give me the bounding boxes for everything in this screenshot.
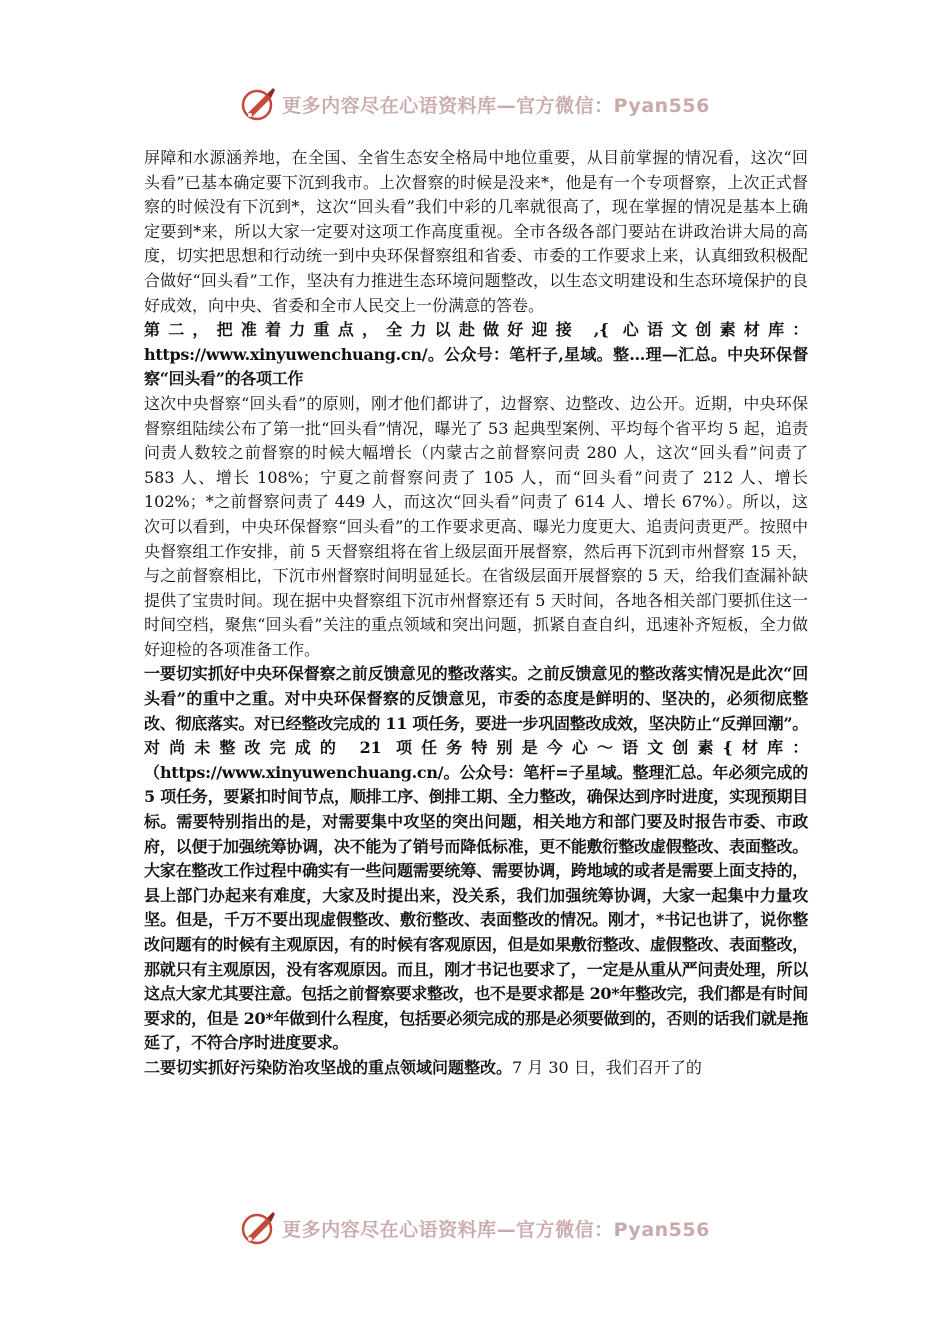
document-body [144, 146, 808, 1081]
section-heading-two: 第二，把准着力重点，全力以赴做好迎接 ,{ 心语文创素材库： https://www.xinyuwenchuang.cn/。公众号：笔杆子,星域。整...理—汇总。中央环保督察“回头看”的各项工作 [144, 320, 808, 389]
footer-banner-text: 更多内容尽在心语资料库—官方微信：Pyan556 [282, 1218, 710, 1241]
paragraph-inspection-principles: 这次中央督察“回头看”的原则，刚才他们都讲了，边督察、边整改、边公开。近期，中央环保督察组陆续公布了第一批“回头看”情况，曝光了 53 起典型案例、平均每个省平均 5 起，追责问责人数较之前督察的时候大幅增长（内蒙古之前督察问责 280 人，这次“回头看”问责了 583 人、增长 108%；宁夏之前督察问责了 105 人，而“回头看”问责了 212 人、增长 102%；*之前督察问责了 449 人，而这次“回头看”问责了 614 人、增长 67%）。所以，这次可以看到，中央环保督察“回头看”的工作要求更高、曝光力度更大、追责问责更严。按照中央督察组工作安排，前 5 天督察组将在省上级层面开展督察，然后再下沉到市州督察 15 天，与之前督察相比，下沉市州督察时间明显延长。在省级层面开展督察的 5 天，给我们查漏补缺提供了宝贵时间。现在据中央督察组下沉市州督察还有 5 天时间，各地各相关部门要抓住这一时间空档，聚焦“回头看”关注的重点领域和突出问题，抓紧自查自纠，迅速补齐短板，全力做好迎检的各项准备工作。 [144, 393, 808, 659]
header-watermark-banner [0, 84, 950, 124]
pollution-heading: 二要切实抓好污染防治攻坚战的重点领域问题整改。 [144, 1057, 513, 1077]
pen-nib-logo-icon [240, 85, 278, 123]
pen-nib-logo-icon [240, 1209, 278, 1247]
header-banner-text: 更多内容尽在心语资料库—官方微信：Pyan556 [282, 94, 710, 117]
paragraph-ecological-importance: 屏障和水源涵养地，在全国、全省生态安全格局中地位重要，从目前掌握的情况看，这次“回头看”已基本确定要下沉到我市。上次督察的时候是没来*，他是有一个专项督察，上次正式督察的时候没有下沉到*，这次“回头看”我们中彩的几率就很高了，现在掌握的情况是基本上确定要到*来，所以大家一定要对这项工作高度重视。全市各级各部门要站在讲政治讲大局的高度，切实把思想和行动统一到中央环保督察组和省委、市委的工作要求上来，认真细致积极配合做好“回头看”工作，坚决有力推进生态环境问题整改，以生态文明建设和生态环境保护的良好成效，向中央、省委和全市人民交上一份满意的答卷。 [144, 148, 808, 315]
paragraph-feedback-rectification: 一要切实抓好中央环保督察之前反馈意见的整改落实。之前反馈意见的整改落实情况是此次“回头看”的重中之重。对中央环保督察的反馈意见，市委的态度是鲜明的、坚决的，必须彻底整改、彻底落实。对已经整改完成的 11 项任务，要进一步巩固整改成效，坚决防止“反弹回潮”。对尚未整改完成的 21 项任务特别是今心～语文创素{材库：（https://www.xinyuwenchuang.cn/。公众号：笔杆=子星域。整理汇总。年必须完成的 5 项任务，要紧扣时间节点，顺排工序、倒排工期、全力整改，确保达到序时进度，实现预期目标。需要特别指出的是，对需要集中攻坚的突出问题，相关地方和部门要及时报告市委、市政府，以便于加强统筹协调，决不能为了销号而降低标准，更不能敷衍整改虚假整改、表面整改。大家在整改工作过程中确实有一些问题需要统筹、需要协调，跨地域的或者是需要上面支持的，县上部门办起来有难度，大家及时提出来，没关系，我们加强统筹协调，大家一起集中力量攻坚。但是，千万不要出现虚假整改、敷衍整改、表面整改的情况。刚才，*书记也讲了，说你整改问题有的时候有主观原因，有的时候有客观原因，但是如果敷衍整改、虚假整改、表面整改，那就只有主观原因，没有客观原因。而且，刚才书记也要求了，一定是从重从严问责处理，所以这点大家尤其要注意。包括之前督察要求整改，也不是要求都是 20*年整改完，我们都是有时间要求的，但是 20*年做到什么程度，包括要必须完成的那是必须要做到的，否则的话我们就是拖延了，不符合序时进度要求。 [144, 664, 808, 1053]
pollution-text: 7 月 30 日，我们召开了的 [512, 1057, 702, 1077]
paragraph-pollution-prevention [144, 1056, 808, 1081]
footer-watermark-banner [0, 1208, 950, 1248]
